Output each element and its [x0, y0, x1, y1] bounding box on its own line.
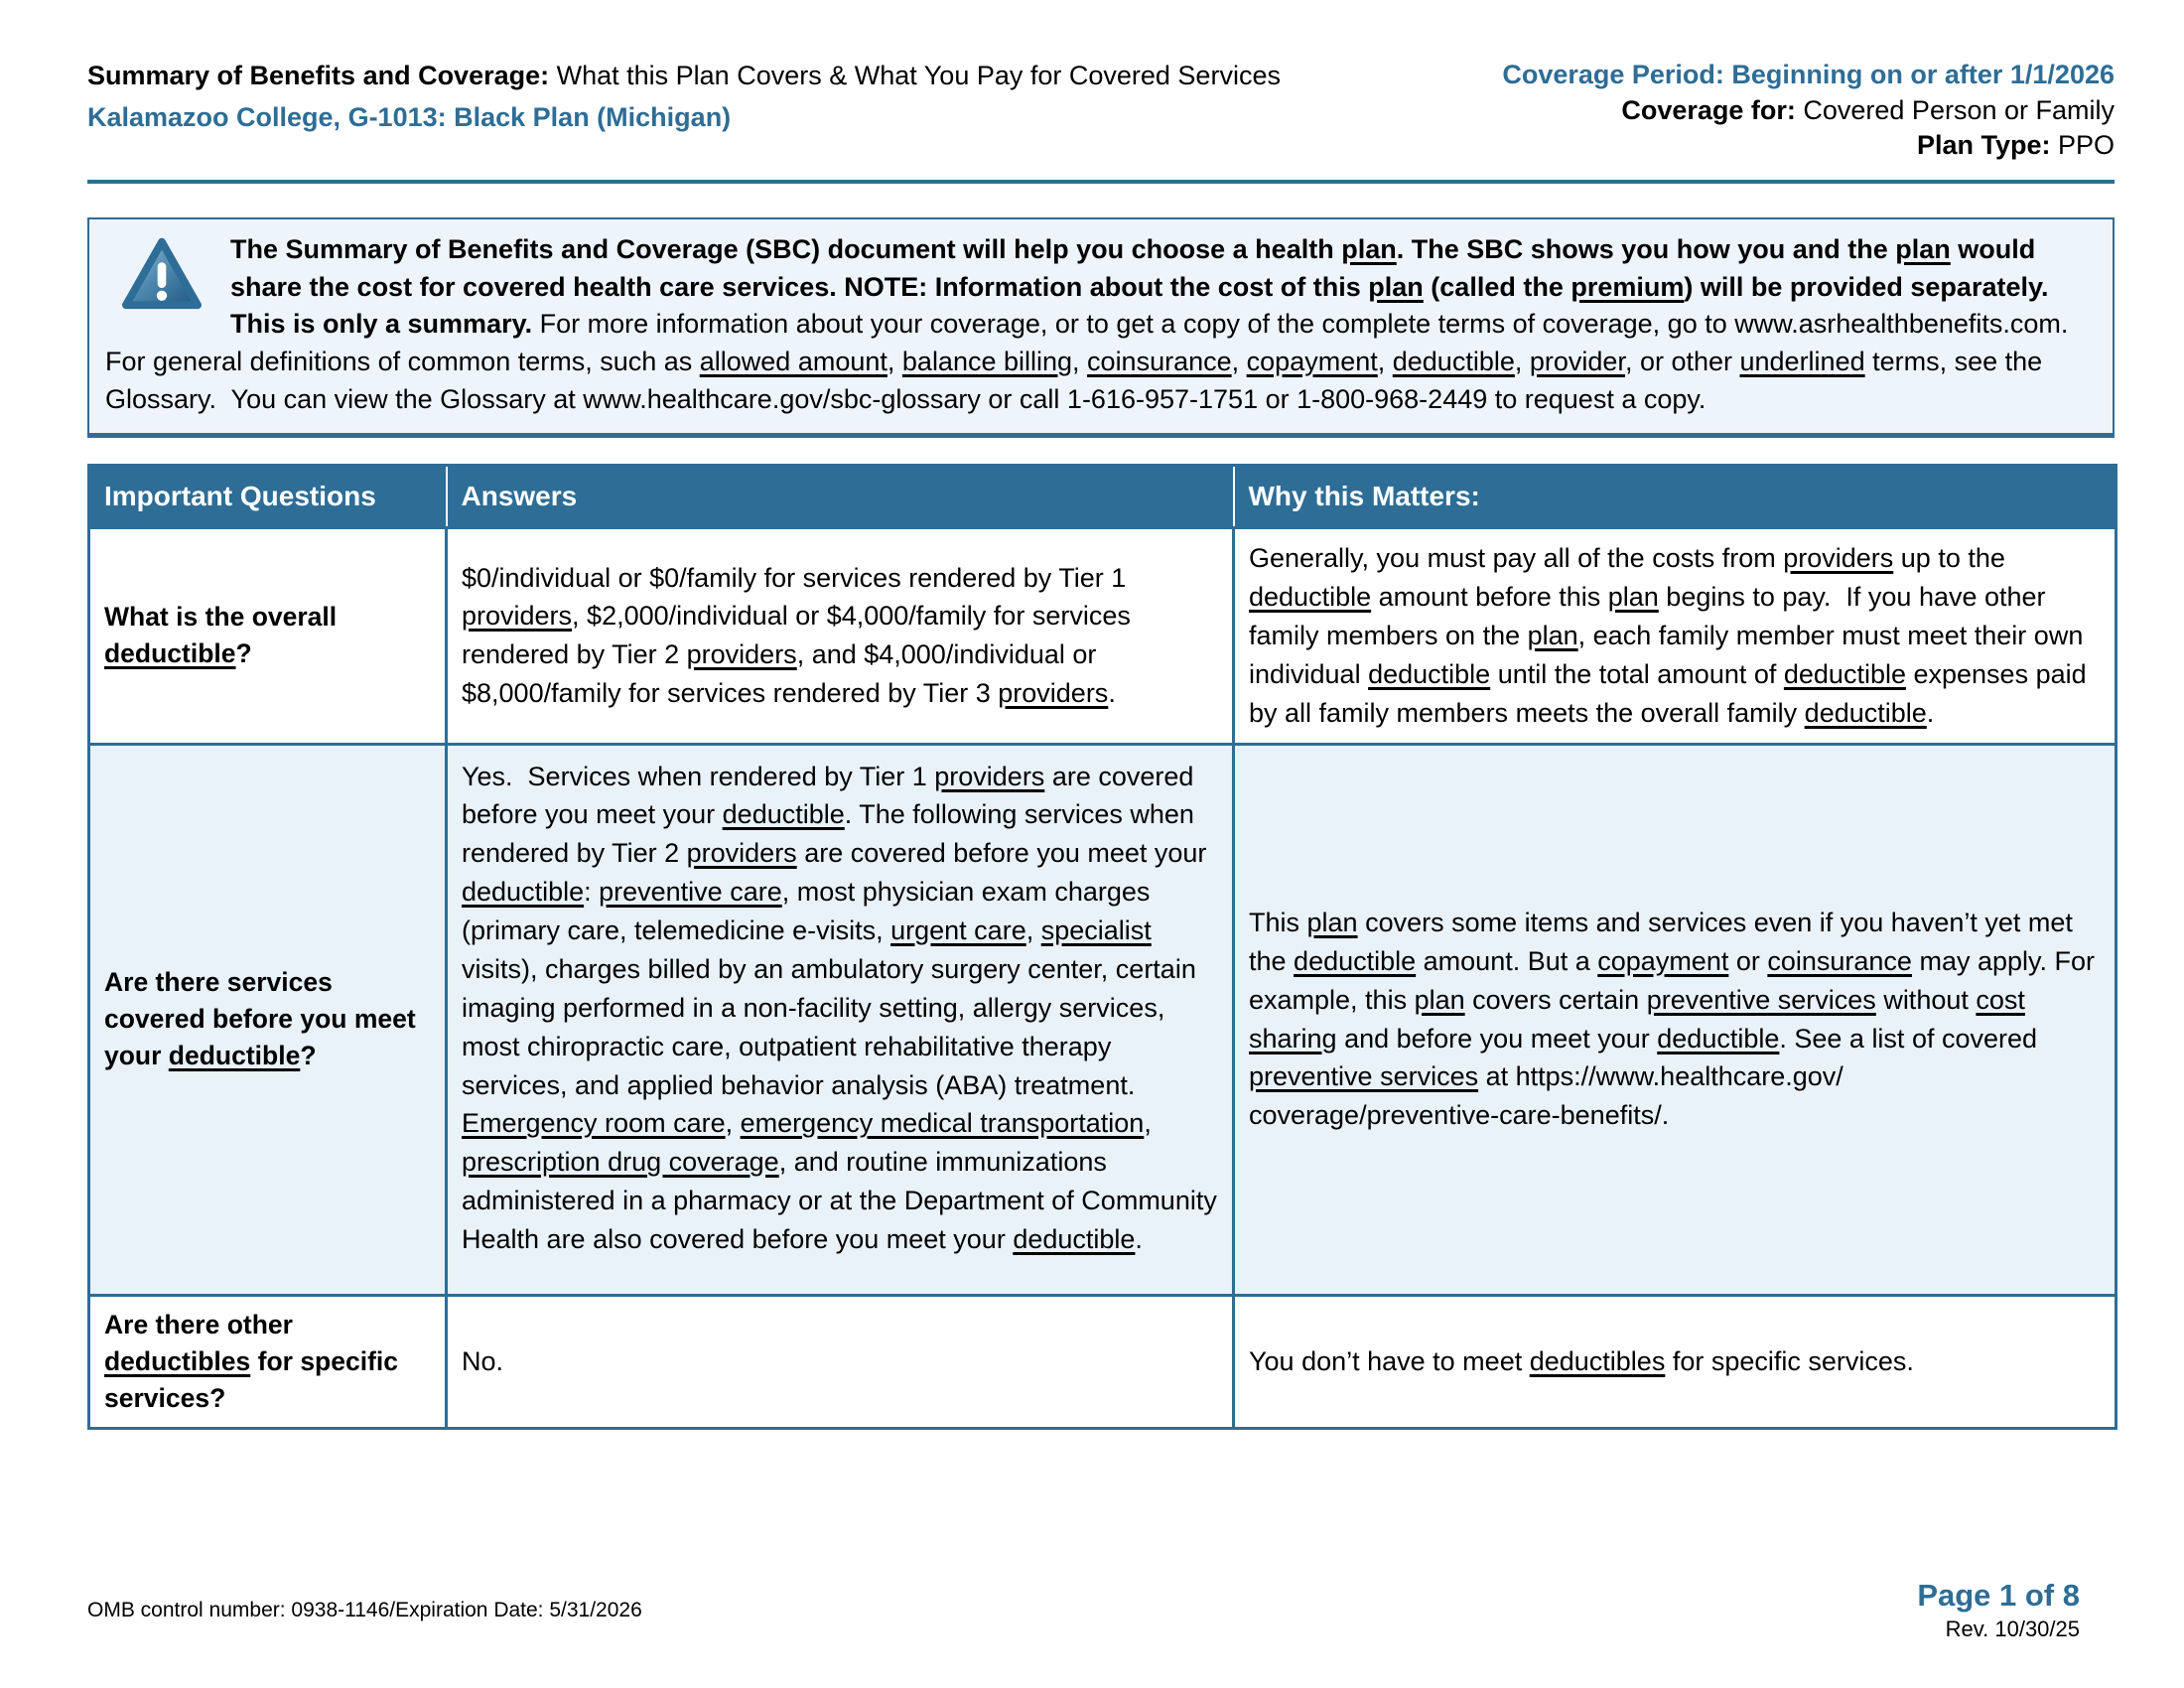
document-title-rest: What this Plan Covers & What You Pay for Covered Services [549, 61, 1281, 90]
answer-cell-services-before-deductible: Yes. Services when rendered by Tier 1 providers are covered before you meet your deductible. The following services when rendered by Tier 2 providers are covered before you meet your deductible: preventive care, most physician exam charges (primary care, telemedicine e-visits, urgent care, specialist visits), charges billed by an ambulatory surgery center, certain imaging performed in a non-facility setting, allergy services, most chiropractic care, outpatient rehabilitative therapy services, and applied behavior analysis (ABA) treatment. Emergency room care, emergency medical transportation, prescription drug coverage, and routine immunizations administered in a pharmacy or at the Department of Community Health are also covered before you meet your deductible. [447, 744, 1234, 1295]
coverage-for [1502, 93, 2115, 129]
table-row-services-before-deductible [89, 744, 2116, 1295]
omb-control-number: OMB control number: 0938-1146/Expiration Date: 5/31/2026 [87, 1599, 642, 1621]
important-questions-table [87, 464, 2117, 1430]
sbc-intro-notice-box [87, 217, 2115, 438]
header-left [87, 58, 1281, 136]
plan-type [1502, 128, 2115, 164]
why-cell-services-before-deductible: This plan covers some items and services even if you haven’t yet met the deductible amount. But a copayment or coinsurance may apply. For example, this plan covers certain preventive services without cost sharing and before you meet your deductible. See a list of covered preventive services at https://www.healthcare.gov/ coverage/preventive-care-benefits/. [1234, 744, 2116, 1295]
question-cell-overall-deductible: What is the overall deductible? [89, 528, 447, 744]
document-header [87, 58, 2115, 164]
column-header-answers: Answers [447, 465, 1234, 527]
intro-paragraph: The Summary of Benefits and Coverage (SBC) document will help you choose a health plan. The SBC shows you how you and the plan would share the cost for covered health care services. NOTE: Information about the cost of this plan (called the premium) will be provided separately. This is only a summary. For more information about your coverage, or to get a copy of the complete terms of coverage, go to www.asrhealthbenefits.com. For general definitions of common terms, such as allowed amount, balance billing, coinsurance, copayment, deductible, provider, or other underlined terms, see the Glossary. You can view the Glossary at www.healthcare.gov/sbc-glossary or call 1-616-957-1751 or 1-800-968-2449 to request a copy. [105, 233, 2069, 415]
document-footer [87, 1578, 2115, 1642]
question-cell-other-deductibles: Are there other deductibles for specific services? [89, 1295, 447, 1428]
warning-triangle-icon [119, 233, 205, 337]
header-right [1502, 58, 2115, 164]
why-cell-overall-deductible: Generally, you must pay all of the costs from providers up to the deductible amount before this plan begins to pay. If you have other family members on the plan, each family member must meet their own individual deductible until the total amount of deductible expenses paid by all family members meets the overall family deductible. [1234, 528, 2116, 744]
plan-type-value: PPO [2050, 130, 2115, 161]
table-row-other-deductibles [89, 1295, 2116, 1428]
document-title-bold: Summary of Benefits and Coverage: [87, 61, 550, 90]
document-title [87, 58, 1281, 93]
page-info [1917, 1578, 2080, 1642]
table-row-overall-deductible [89, 528, 2116, 744]
column-header-important-questions: Important Questions [89, 465, 447, 527]
question-cell-services-before-deductible: Are there services covered before you meet your deductible? [89, 744, 447, 1295]
plan-name: Kalamazoo College, G-1013: Black Plan (Michigan) [87, 102, 732, 133]
page-number: Page 1 of 8 [1917, 1578, 2080, 1613]
coverage-for-label: Coverage for: [1621, 94, 1796, 125]
answer-cell-overall-deductible: $0/individual or $0/family for services rendered by Tier 1 providers, $2,000/individual or $4,000/family for services rendered by Tier 2 providers, and $4,000/individual or $8,000/family for services rendered by Tier 3 providers. [447, 528, 1234, 744]
column-header-why-this-matters: Why this Matters: [1234, 465, 2116, 527]
coverage-for-value: Covered Person or Family [1795, 94, 2115, 125]
header-divider-rule [87, 180, 2115, 184]
why-cell-other-deductibles: You don’t have to meet deductibles for specific services. [1234, 1295, 2116, 1428]
coverage-period: Coverage Period: Beginning on or after 1/1/2026 [1502, 60, 2115, 89]
revision-date: Rev. 10/30/25 [1945, 1617, 2080, 1641]
plan-type-label: Plan Type: [1916, 130, 2051, 161]
answer-cell-other-deductibles: No. [447, 1295, 1234, 1428]
table-header-row [89, 465, 2116, 527]
